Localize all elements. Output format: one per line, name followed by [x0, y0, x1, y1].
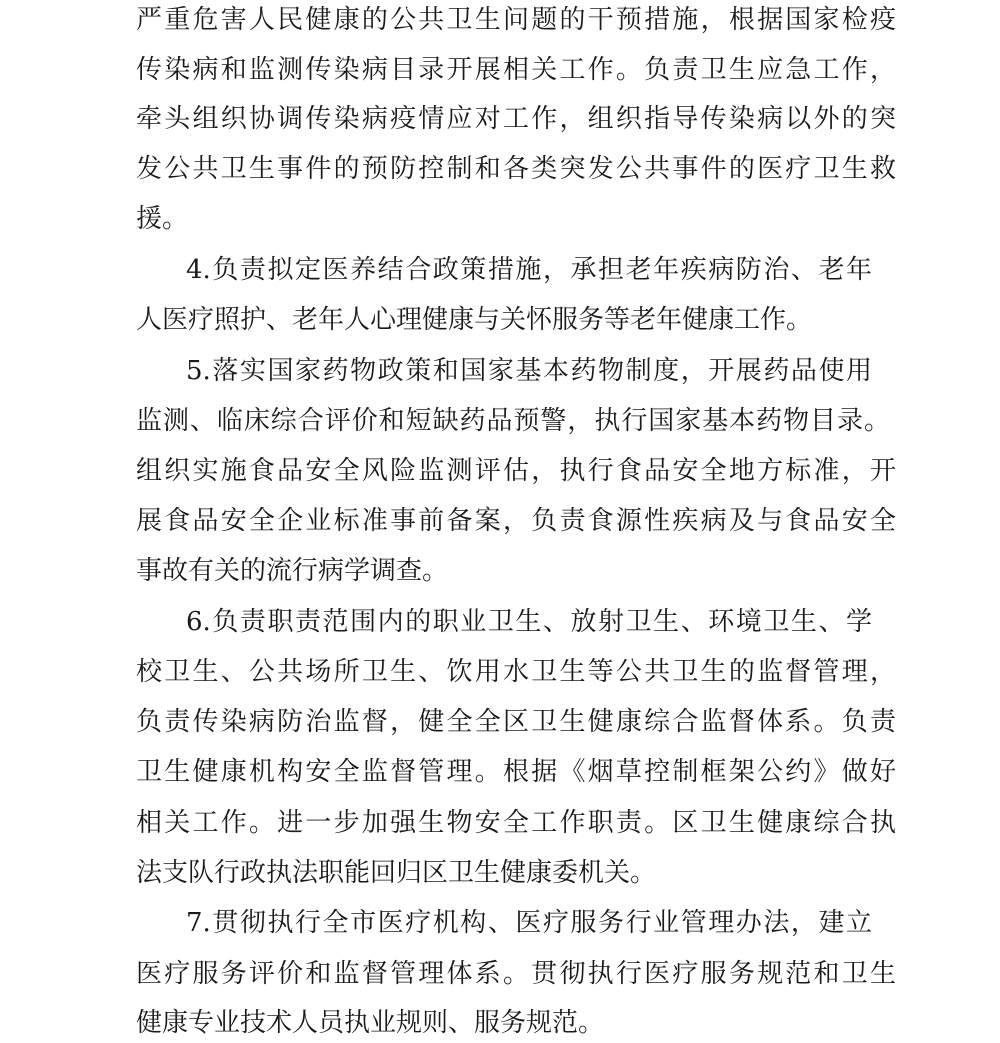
paragraph-6-line-4: 卫生健康机构安全监督管理。根据《烟草控制框架公约》做好: [136, 757, 896, 787]
text-line-3: 牵头组织协调传染病疫情应对工作，组织指导传染病以外的突: [136, 104, 896, 134]
paragraph-4-line-2: 人医疗照护、老年人心理健康与关怀服务等老年健康工作。: [136, 305, 813, 335]
text-line-1: 严重危害人民健康的公共卫生问题的干预措施，根据国家检疫: [136, 5, 896, 35]
paragraph-5-line-4: 展食品安全企业标准事前备案，负责食源性疾病及与食品安全: [136, 506, 896, 536]
paragraph-5-line-2: 监测、临床综合评价和短缺药品预警，执行国家基本药物目录。: [136, 406, 890, 436]
text-line-5: 援。: [136, 204, 189, 234]
text-line-4: 发公共卫生事件的预防控制和各类突发公共事件的医疗卫生救: [136, 154, 896, 184]
paragraph-6-line-5: 相关工作。进一步加强生物安全工作职责。区卫生健康综合执: [136, 808, 896, 838]
paragraph-4-line-1: 4.负责拟定医养结合政策措施，承担老年疾病防治、老年: [186, 255, 872, 285]
paragraph-6-line-6: 法支队行政执法职能回归区卫生健康委机关。: [136, 858, 657, 888]
paragraph-7-line-3: 健康专业技术人员执业规则、服务规范。: [136, 1008, 605, 1038]
text-line-2: 传染病和监测传染病目录开展相关工作。负责卫生应急工作，: [136, 55, 896, 85]
paragraph-6-line-3: 负责传染病防治监督，健全全区卫生健康综合监督体系。负责: [136, 707, 896, 737]
paragraph-6-line-1: 6.负责职责范围内的职业卫生、放射卫生、环境卫生、学: [186, 607, 872, 637]
paragraph-5-line-1: 5.落实国家药物政策和国家基本药物制度，开展药品使用: [186, 356, 872, 386]
paragraph-7-line-1: 7.贯彻执行全市医疗机构、医疗服务行业管理办法，建立: [186, 908, 872, 938]
paragraph-7-line-2: 医疗服务评价和监督管理体系。贯彻执行医疗服务规范和卫生: [136, 959, 896, 989]
paragraph-6-line-2: 校卫生、公共场所卫生、饮用水卫生等公共卫生的监督管理，: [136, 657, 896, 687]
paragraph-5-line-3: 组织实施食品安全风险监测评估，执行食品安全地方标准，开: [136, 456, 896, 486]
paragraph-5-line-5: 事故有关的流行病学调查。: [136, 556, 449, 586]
